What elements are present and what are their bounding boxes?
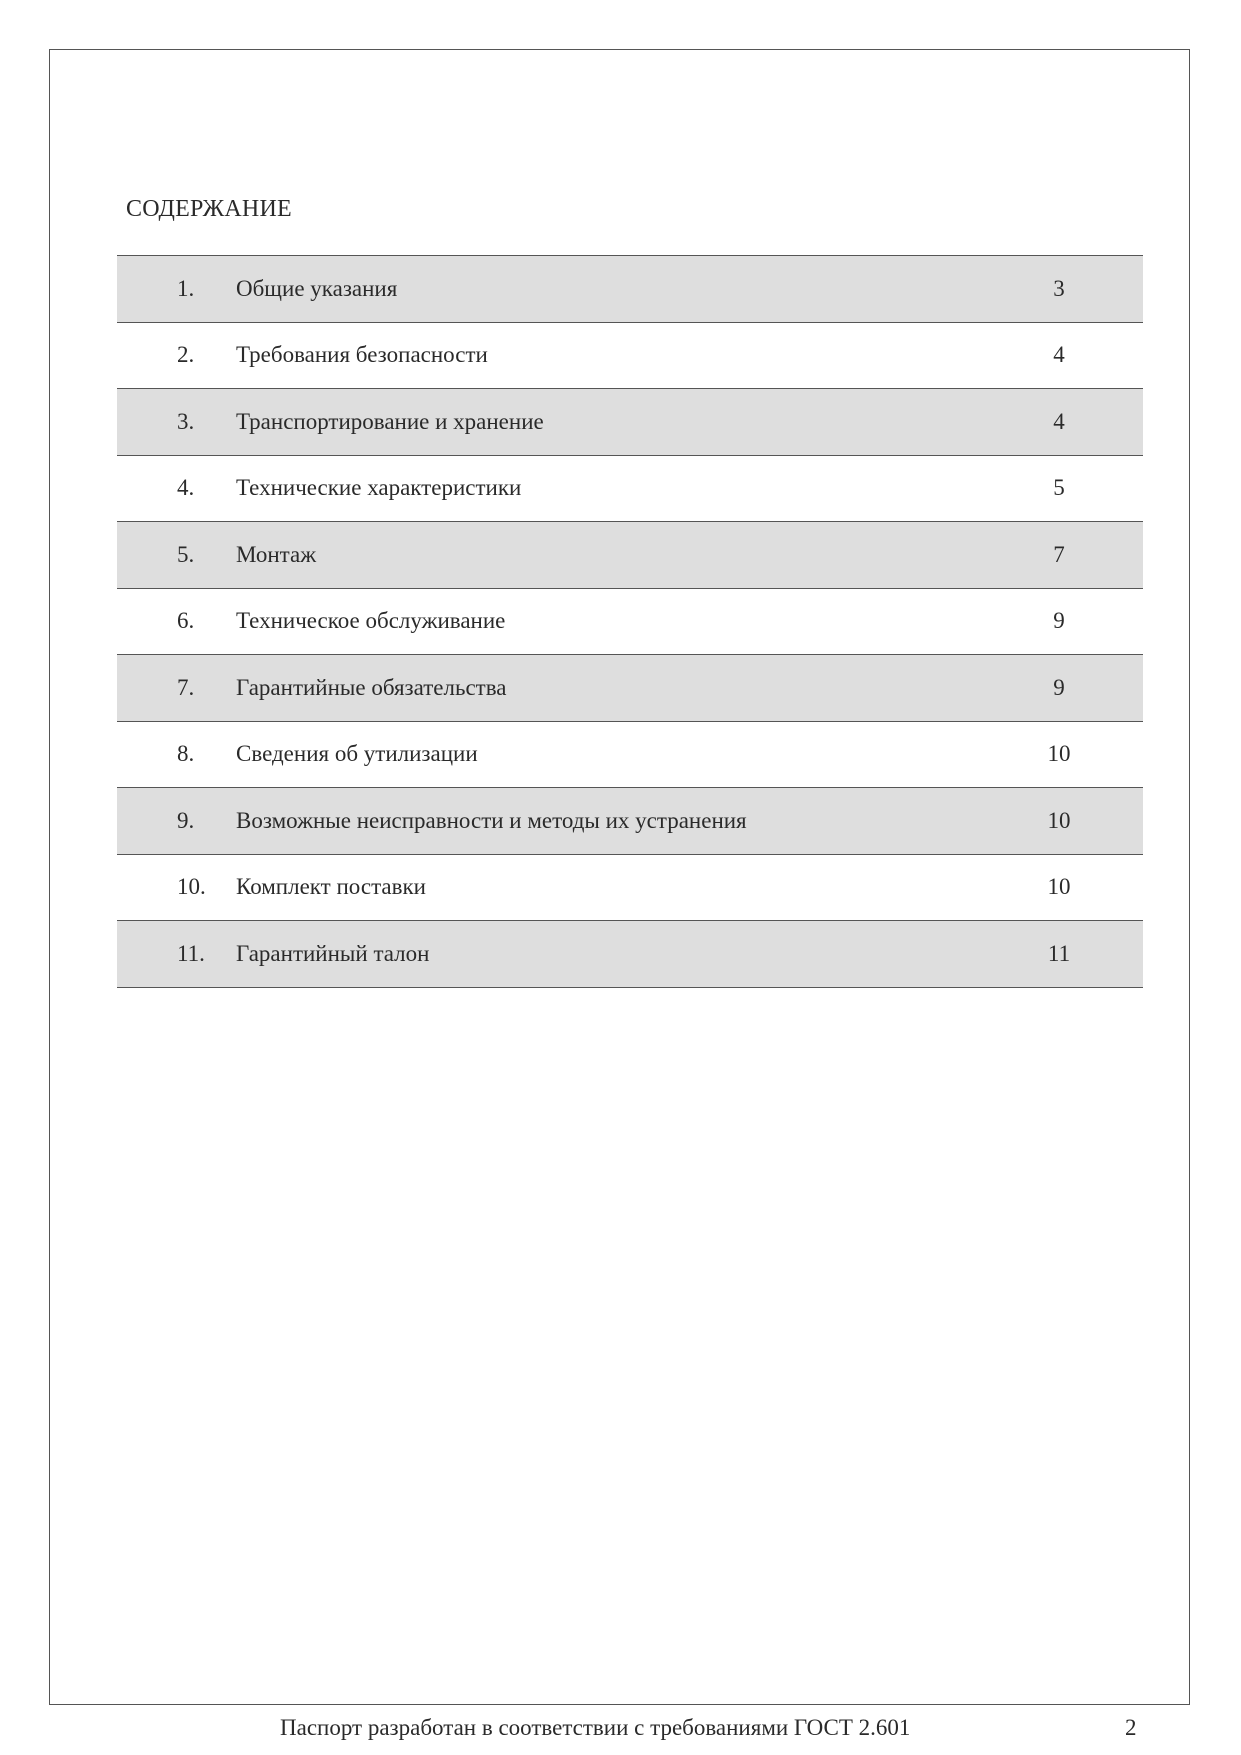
toc-row-page: 9: [1053, 608, 1065, 634]
toc-row-label: Возможные неисправности и методы их устранения: [236, 807, 747, 833]
toc-row-page: 7: [1053, 541, 1065, 567]
toc-row-label: Гарантийный талон: [236, 940, 430, 966]
toc-row[interactable]: [117, 589, 1143, 656]
toc-row-label: Сведения об утилизации: [236, 741, 478, 767]
toc-title: СОДЕРЖАНИЕ: [126, 196, 292, 222]
toc-row-number: 2.: [177, 342, 195, 368]
toc-row-label: Транспортирование и хранение: [236, 408, 544, 434]
toc-row-number: 3.: [177, 408, 195, 434]
toc-row-number: 5.: [177, 541, 195, 567]
toc-row-page: 4: [1053, 342, 1065, 368]
toc-row-label: Техническое обслуживание: [236, 608, 506, 634]
toc-table: [117, 255, 1143, 988]
toc-row-label: Общие указания: [236, 275, 398, 301]
toc-row[interactable]: [117, 256, 1143, 323]
toc-row-label: Технические характеристики: [236, 475, 522, 501]
footer-text: Паспорт разработан в соответствии с требованиями ГОСТ 2.601: [280, 1715, 911, 1740]
toc-row-number: 4.: [177, 475, 195, 501]
toc-row-number: 7.: [177, 674, 195, 700]
toc-row-page: 9: [1053, 674, 1065, 700]
toc-row-label: Комплект поставки: [236, 874, 426, 900]
footer-page-number: 2: [1125, 1715, 1137, 1740]
toc-row-number: 11.: [177, 940, 205, 966]
toc-row[interactable]: [117, 655, 1143, 722]
toc-row-page: 11: [1047, 940, 1071, 966]
toc-row-page: 10: [1047, 807, 1071, 833]
toc-row-label: Требования безопасности: [236, 342, 488, 368]
toc-row-page: 10: [1047, 874, 1071, 900]
toc-row-number: 9.: [177, 807, 195, 833]
toc-row-number: 8.: [177, 741, 195, 767]
toc-row[interactable]: [117, 323, 1143, 390]
toc-row[interactable]: [117, 921, 1143, 988]
toc-row-number: 6.: [177, 608, 195, 634]
toc-row-label: Монтаж: [236, 541, 317, 567]
toc-row[interactable]: [117, 788, 1143, 855]
toc-row[interactable]: [117, 522, 1143, 589]
toc-row-page: 3: [1053, 275, 1065, 301]
toc-row[interactable]: [117, 855, 1143, 922]
toc-row-label: Гарантийные обязательства: [236, 674, 507, 700]
toc-row[interactable]: [117, 722, 1143, 789]
toc-row-page: 10: [1047, 741, 1071, 767]
toc-row-page: 5: [1053, 475, 1065, 501]
toc-row-page: 4: [1053, 408, 1065, 434]
toc-row-number: 1.: [177, 275, 195, 301]
toc-row-number: 10.: [177, 874, 206, 900]
toc-row[interactable]: [117, 456, 1143, 523]
toc-row[interactable]: [117, 389, 1143, 456]
